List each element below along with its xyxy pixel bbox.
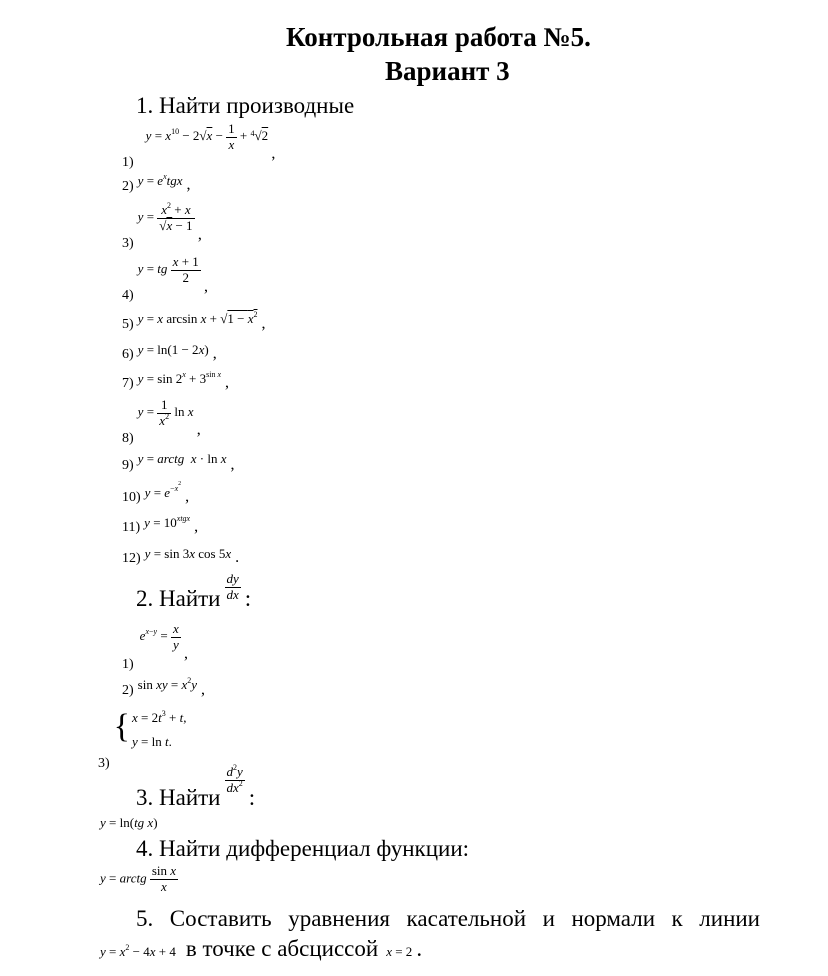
punct: , bbox=[197, 226, 202, 244]
task2-heading: 2. Найти bbox=[136, 586, 221, 611]
punct: . bbox=[235, 549, 240, 566]
task5-end: . bbox=[416, 936, 423, 961]
task1-item-7 bbox=[122, 370, 230, 391]
item-number: 2) bbox=[122, 179, 134, 194]
item-number: 5) bbox=[122, 317, 134, 332]
punct: , bbox=[261, 315, 266, 332]
formula-7: $y = \sin 2^x + 3^{sin x}$ bbox=[137, 370, 222, 386]
second-derivative: $\frac{d^2y}{dx^2}$ bbox=[226, 763, 243, 795]
item-number: 3) bbox=[98, 756, 110, 771]
task2-colon: : bbox=[244, 586, 252, 611]
formula-4: y = tg $\frac{x + 1}{2}$ bbox=[137, 254, 199, 285]
item-number: 3) bbox=[122, 236, 134, 252]
punct: , bbox=[185, 488, 190, 505]
item-number: 1) bbox=[122, 657, 134, 673]
task5-formula: $y = x^2 - 4x + 4$ bbox=[100, 943, 176, 959]
derivative-dy-dx: $\frac{dy}{dx}$ bbox=[226, 571, 239, 602]
task4-heading: 4. Найти дифференциал функции: bbox=[136, 836, 470, 861]
task5-line1: 5. Составить уравнения касательной и нормали к линии bbox=[136, 906, 760, 931]
formula-t2-1: $e^{x-y}$ = $\frac{x}{y}$ bbox=[139, 621, 179, 652]
punct: , bbox=[194, 518, 199, 535]
item-number: 2) bbox=[122, 683, 134, 698]
formula-1: $y = x^{10} - 2√x$ − $\frac{1}{x}$ + $^4$√2 bbox=[145, 121, 269, 152]
task1-item-3 bbox=[122, 201, 202, 252]
page-title: Контрольная работа №5. bbox=[286, 22, 591, 52]
formula-10: $y = e^{-x^2}$ bbox=[144, 481, 182, 500]
formula-3: y = $\frac{x^2 + x}{√x - 1}$ bbox=[137, 201, 193, 233]
task1-item-6 bbox=[122, 341, 217, 362]
item-number: 12) bbox=[122, 551, 141, 566]
task4-formula: y = arctg $\frac{\text{sin x}}{x}$ bbox=[100, 863, 177, 894]
item-number: 10) bbox=[122, 490, 141, 505]
system-brace: { bbox=[113, 708, 130, 745]
task1-item-1 bbox=[122, 121, 276, 171]
formula-2: $y = e^xtgx$ bbox=[137, 172, 183, 188]
variant-label: Вариант 3 bbox=[385, 56, 510, 86]
formula-9: y = arctg x · ln x bbox=[137, 451, 227, 466]
task2-item-3 bbox=[98, 706, 187, 771]
item-number: 8) bbox=[122, 431, 134, 447]
item-number: 9) bbox=[122, 458, 134, 473]
punct: , bbox=[212, 345, 217, 362]
task1-item-2 bbox=[122, 172, 191, 194]
punct: , bbox=[183, 645, 188, 663]
task1-item-10 bbox=[122, 481, 190, 505]
task5-line2-row bbox=[100, 936, 422, 962]
task2-item-2 bbox=[122, 676, 206, 698]
punct: , bbox=[230, 456, 235, 473]
task1-item-9 bbox=[122, 450, 235, 473]
item-number: 7) bbox=[122, 376, 134, 391]
punct: , bbox=[201, 681, 206, 698]
formula-5: y = x $\arcsin x + √1 - x^2$ bbox=[137, 310, 258, 326]
task3-formula: y = ln(tg x) bbox=[100, 815, 158, 830]
formula-12: y = sin 3x cos 5x bbox=[144, 546, 232, 561]
task3-colon: : bbox=[248, 785, 256, 810]
formula-8: y = $\frac{1}{x^2}$ ln x bbox=[137, 397, 194, 428]
task1-heading: 1. Найти производные bbox=[136, 93, 355, 118]
task1-item-8 bbox=[122, 397, 201, 447]
task1-item-12 bbox=[122, 545, 240, 566]
task1-item-5 bbox=[122, 310, 266, 332]
task2-heading-row bbox=[136, 571, 252, 611]
punct: , bbox=[196, 421, 201, 439]
formula-6: y = ln(1 − 2x) bbox=[137, 342, 209, 357]
punct: , bbox=[186, 176, 191, 193]
formula-t2-2: sin xy = $x^2y$ bbox=[137, 676, 198, 692]
task1-item-11 bbox=[122, 514, 199, 535]
task1-item-4 bbox=[122, 254, 209, 304]
punct: , bbox=[225, 374, 230, 391]
task3-heading: 3. Найти bbox=[136, 785, 221, 810]
system-equations: $x = 2t^3 + t$, y = ln t. bbox=[132, 709, 187, 749]
task3-heading-row bbox=[136, 763, 256, 810]
task5-point: x = 2 bbox=[386, 944, 413, 959]
punct: , bbox=[271, 145, 276, 163]
formula-11: $y = 10^{xtgx}$ bbox=[144, 514, 191, 530]
item-number: 6) bbox=[122, 347, 134, 362]
item-number: 4) bbox=[122, 288, 134, 304]
task2-item-1 bbox=[122, 621, 188, 673]
item-number: 11) bbox=[122, 520, 141, 535]
task5-line2: в точке с абсциссой bbox=[185, 936, 379, 961]
item-number: 1) bbox=[122, 155, 134, 171]
punct: , bbox=[204, 278, 209, 296]
